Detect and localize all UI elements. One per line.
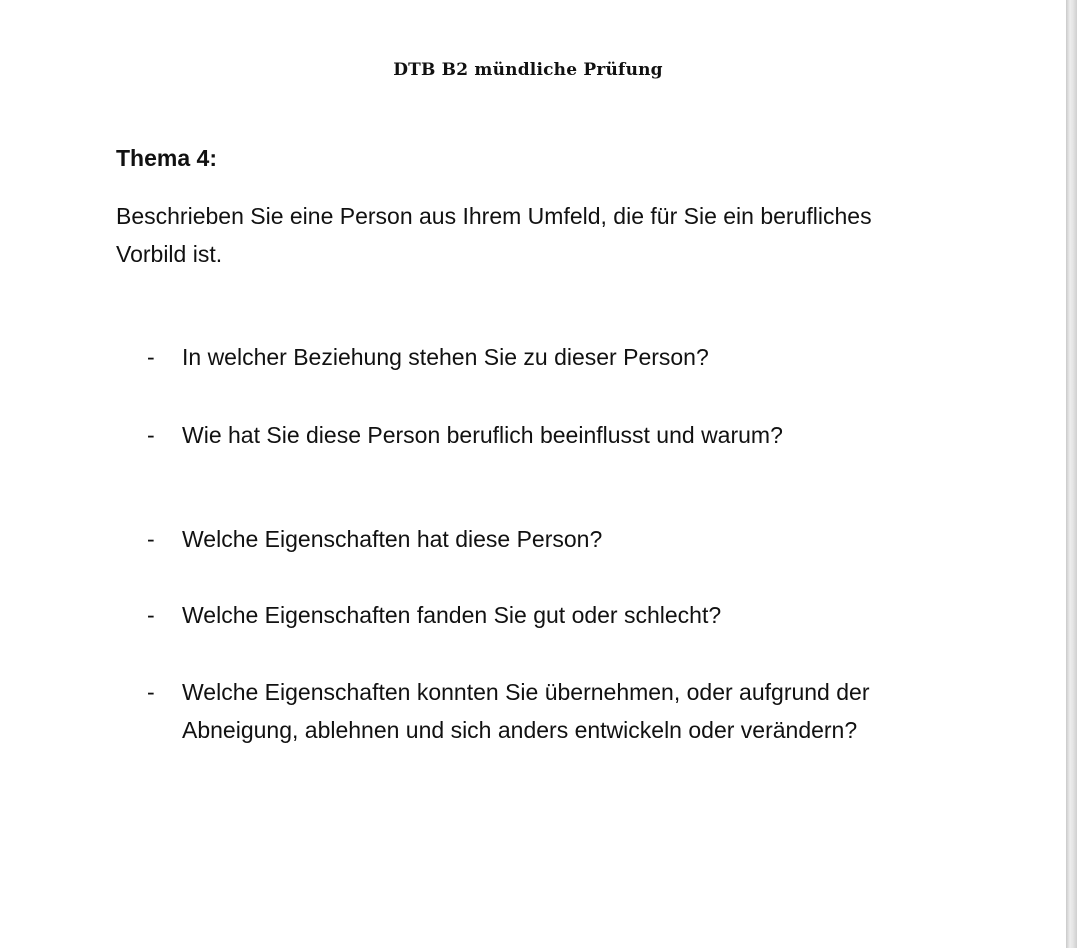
list-item — [147, 596, 937, 634]
question-text: Wie hat Sie diese Person beruflich beeinflusst und warum? — [182, 422, 783, 448]
document-title: DTB B2 mündliche Prüfung — [393, 60, 663, 80]
bullet-dash: - — [147, 679, 155, 705]
list-item — [147, 520, 937, 558]
bullet-dash: - — [147, 602, 155, 628]
topic-heading: Thema 4: — [116, 145, 217, 171]
question-text: In welcher Beziehung stehen Sie zu dieser Person? — [182, 344, 709, 370]
bullet-dash: - — [147, 526, 155, 552]
task-prompt: Beschrieben Sie eine Person aus Ihrem Umfeld, die für Sie ein berufliches Vorbild ist. — [116, 203, 872, 267]
bullet-dash: - — [147, 344, 155, 370]
question-text: Welche Eigenschaften konnten Sie übernehmen, oder aufgrund der Abneigung, ablehnen und sich anders entwickeln oder verändern? — [182, 679, 870, 743]
page-edge-shadow — [1066, 0, 1077, 948]
list-item — [147, 673, 937, 749]
question-text: Welche Eigenschaften fanden Sie gut oder schlecht? — [182, 602, 722, 628]
question-text: Welche Eigenschaften hat diese Person? — [182, 526, 603, 552]
bullet-dash: - — [147, 422, 155, 448]
list-item — [147, 416, 937, 454]
list-item — [147, 338, 937, 376]
